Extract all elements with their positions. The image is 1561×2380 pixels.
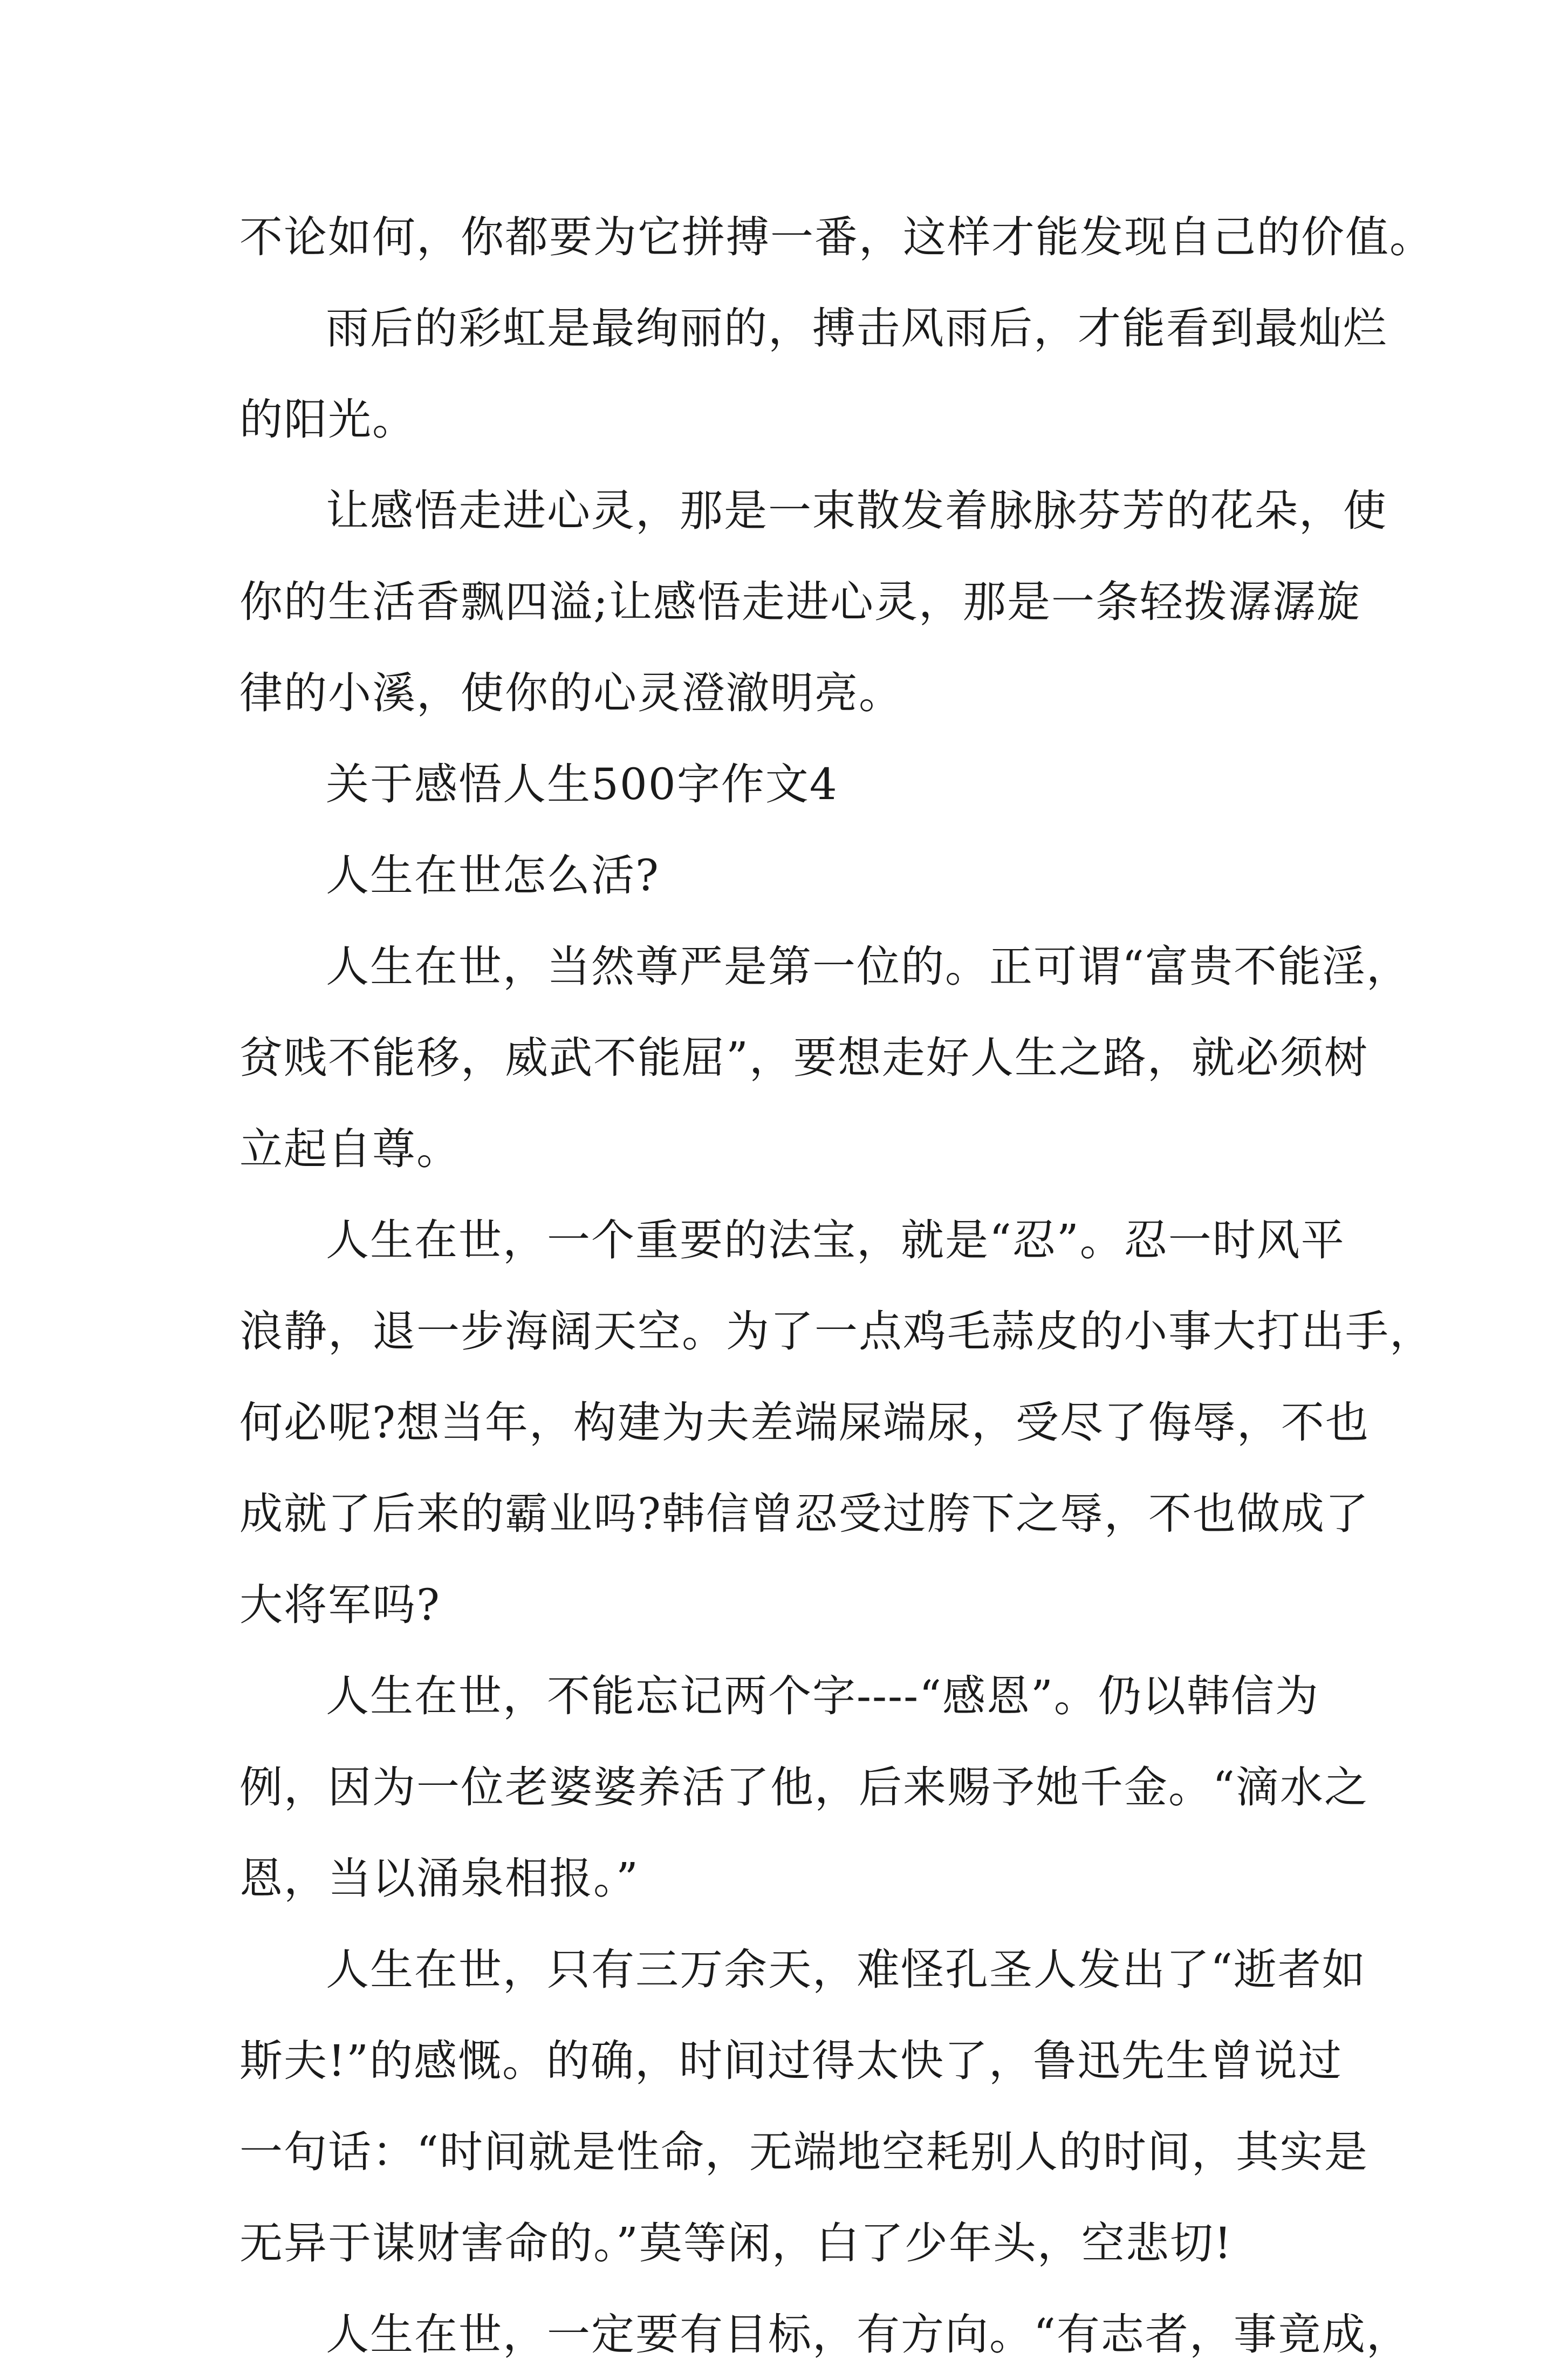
text-line: 贫贱不能移，威武不能屈”，要想走好人生之路，就必须树 xyxy=(239,1033,1368,1083)
text-line: 人生在世，一个重要的法宝，就是“忍”。忍一时风平 xyxy=(326,1215,1345,1265)
text-line: 人生在世，不能忘记两个字----“感恩”。仍以韩信为 xyxy=(326,1671,1319,1721)
text-line: 成就了后来的霸业吗?韩信曾忍受过胯下之辱，不也做成了 xyxy=(239,1489,1370,1539)
text-line: 一句话：“时间就是性命，无端地空耗别人的时间，其实是 xyxy=(239,2127,1368,2177)
text-line: 例，因为一位老婆婆养活了他，后来赐予她千金。“滴水之 xyxy=(239,1762,1368,1812)
text-line: 大将军吗? xyxy=(239,1580,441,1630)
text-line: 人生在世怎么活? xyxy=(326,850,660,901)
section-heading: 关于感悟人生500字作文4 xyxy=(326,759,838,809)
text-line: 人生在世，一定要有目标，有方向。“有志者，事竟成， xyxy=(326,2309,1411,2359)
essay-body xyxy=(239,192,1434,2380)
text-line: 你的生活香飘四溢;让感悟走进心灵，那是一条轻拨潺潺旋 xyxy=(239,577,1361,627)
text-line: 浪静，退一步海阔天空。为了一点鸡毛蒜皮的小事大打出手， xyxy=(239,1306,1434,1356)
text-line: 不论如何，你都要为它拼搏一番，这样才能发现自己的价值。 xyxy=(239,212,1434,262)
text-line: 人生在世，只有三万余天，难怪孔圣人发出了“逝者如 xyxy=(326,1945,1366,1995)
text-line: 无异于谋财害命的。”莫等闲，白了少年头，空悲切! xyxy=(239,2218,1233,2268)
text-line: 何必呢?想当年，构建为夫差端屎端尿，受尽了侮辱，不也 xyxy=(239,1397,1370,1448)
text-line: 让感悟走进心灵，那是一束散发着脉脉芬芳的花朵，使 xyxy=(326,486,1387,536)
text-line: 雨后的彩虹是最绚丽的，搏击风雨后，才能看到最灿烂 xyxy=(326,303,1387,353)
text-line: 的阳光。 xyxy=(239,394,416,445)
text-line: 立起自尊。 xyxy=(239,1124,461,1174)
text-line: 律的小溪，使你的心灵澄澈明亮。 xyxy=(239,668,903,718)
text-line: 斯夫!”的感慨。的确，时间过得太快了，鲁迅先生曾说过 xyxy=(239,2036,1343,2086)
text-line: 人生在世，当然尊严是第一位的。正可谓“富贵不能淫， xyxy=(326,942,1411,992)
text-line: 恩，当以涌泉相报。” xyxy=(239,1853,639,1904)
